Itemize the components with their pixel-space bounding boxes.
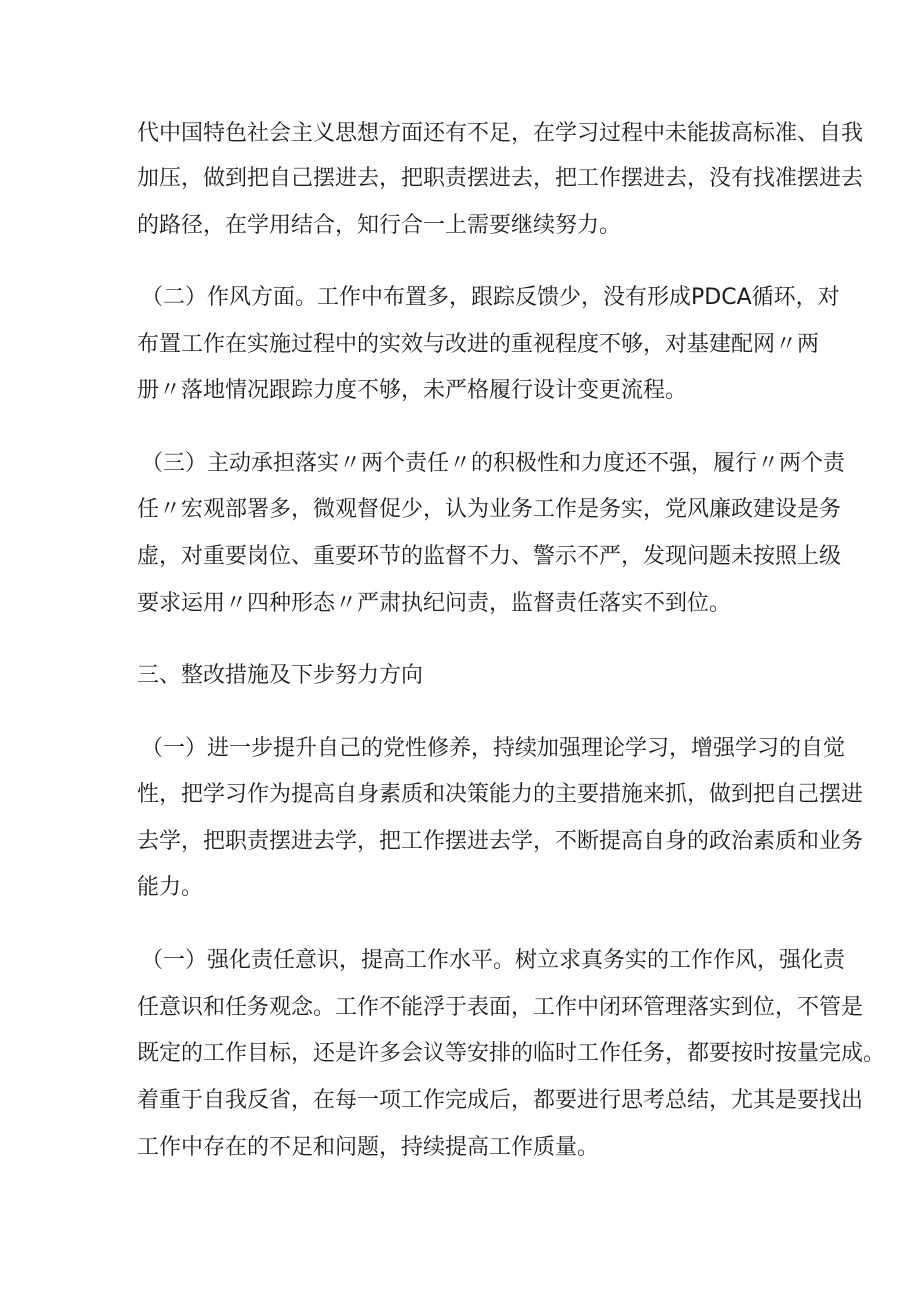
text-line: （一）进一步提升自己的党性修养，持续加强理论学习，增强学习的自觉 [141,736,846,761]
text-line: （一）强化责任意识，提高工作水平。树立求真务实的工作作风，强化责 [141,948,846,973]
text-line: 代中国特色社会主义思想方面还有不足，在学习过程中未能拔高标准、自我 [137,121,864,146]
text-line: 去学，把职责摆进去学，把工作摆进去学，不断提高自身的政治素质和业务 [137,829,864,854]
text-line: 能力。 [137,875,204,900]
text-line: 着重于自我反省，在每一项工作完成后，都要进行思考总结，尤其是要找出 [137,1088,864,1113]
section-heading: 三、整改措施及下步努力方向 [137,663,424,688]
text-line: 的路径，在学用结合，知行合一上需要继续努力。 [137,213,622,238]
text-line: （二）作风方面。工作中布置多，跟踪反馈少，没有形成PDCA循环，对 [141,285,840,310]
text-line: 任〃宏观部署多，微观督促少，认为业务工作是务实，党风廉政建设是务 [137,497,842,522]
text-line: 布置工作在实施过程中的实效与改进的重视程度不够，对基建配网〃两 [137,332,820,357]
text-line: 性，把学习作为提高自身素质和决策能力的主要措施来抓，做到把自己摆进 [137,782,864,807]
text-line: 册〃落地情况跟踪力度不够，未严格履行设计变更流程。 [137,378,688,403]
text-line: 任意识和任务观念。工作不能浮于表面，工作中闭环管理落实到位，不管是 [137,995,864,1020]
text-line: 既定的工作目标，还是许多会议等安排的临时工作任务，都要按时按量完成。 [137,1041,886,1066]
text-line: 工作中存在的不足和问题，持续提高工作质量。 [137,1135,600,1160]
text-line: （三）主动承担落实〃两个责任〃的积极性和力度还不强，履行〃两个责 [141,451,846,476]
text-line: 加压，做到把自己摆进去，把职责摆进去，把工作摆进去，没有找准摆进去 [137,166,864,191]
text-line: 虚，对重要岗位、重要环节的监督不力、警示不严，发现问题未按照上级 [137,544,842,569]
text-line: 要求运用〃四种形态〃严肃执纪问责，监督责任落实不到位。 [137,591,732,616]
